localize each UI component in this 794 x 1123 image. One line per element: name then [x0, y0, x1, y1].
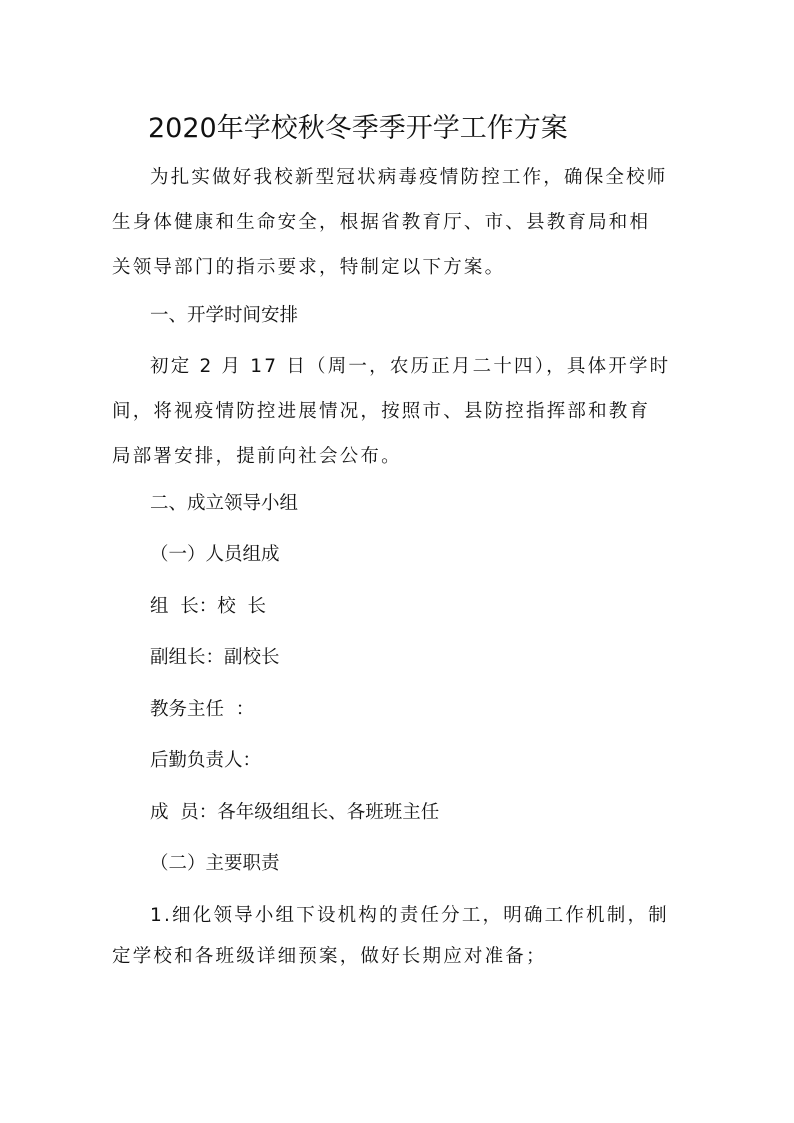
section-heading-schedule: 一、开学时间安排	[150, 305, 299, 326]
duty-line-2: 定学校和各班级详细预案，做好长期应对准备；	[112, 946, 547, 967]
intro-line-3: 关领导部门的指示要求，特制定以下方案。	[112, 257, 506, 278]
document-title: 2020年学校秋冬季季开学工作方案	[148, 113, 568, 144]
schedule-line-1: 初定 2 月 17 日（周一，农历正月二十四），具体开学时	[150, 356, 671, 377]
subsection-heading-duties: （二）主要职责	[150, 853, 280, 874]
member-logistics-head: 后勤负责人：	[150, 750, 262, 771]
member-staff: 成 员：各年级组组长、各班班主任	[150, 802, 440, 823]
intro-line-1: 为扎实做好我校新型冠状病毒疫情防控工作，确保全校师	[150, 167, 668, 188]
member-leader: 组 长：校 长	[150, 596, 267, 617]
intro-line-2: 生身体健康和生命安全，根据省教育厅、市、县教育局和相	[112, 212, 651, 233]
schedule-line-3: 局部署安排，提前向社会公布。	[112, 446, 402, 467]
member-academic-director: 教务主任 ：	[150, 699, 255, 720]
section-heading-leadership: 二、成立领导小组	[150, 493, 299, 514]
schedule-line-2: 间，将视疫情防控进展情况，按照市、县防控指挥部和教育	[112, 401, 651, 422]
duty-line-1: 1.细化领导小组下设机构的责任分工，明确工作机制，制	[150, 905, 669, 926]
subsection-heading-members: （一）人员组成	[150, 544, 280, 565]
member-deputy-leader: 副组长：副校长	[150, 647, 280, 668]
